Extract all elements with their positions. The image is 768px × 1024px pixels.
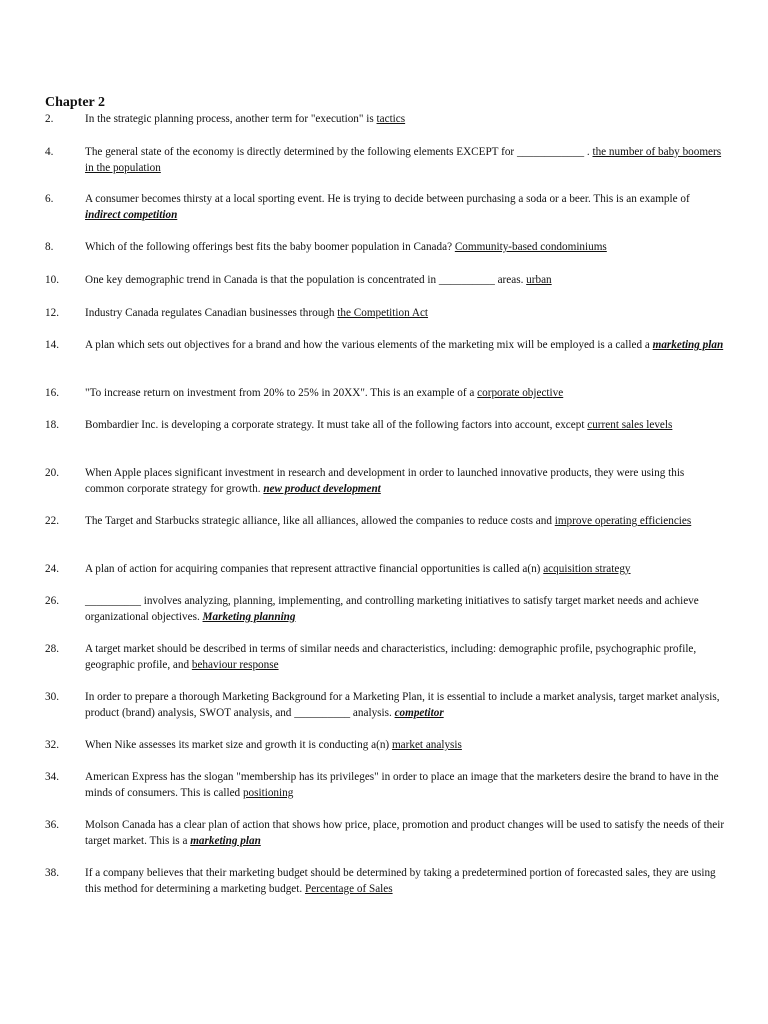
question-body: Bombardier Inc. is developing a corporate strategy. It must take all of the following factors into account, except	[85, 419, 588, 431]
question-body: __________ involves analyzing, planning, implementing, and controlling marketing initiatives to satisfy target market needs and achieve organizational objectives.	[85, 595, 699, 623]
question-text	[85, 240, 725, 256]
question-text	[85, 818, 725, 849]
question-number: 2.	[45, 113, 54, 125]
question-number: 34.	[45, 771, 59, 783]
question-body: If a company believes that their marketing budget should be determined by taking a predetermined portion of forecasted sales, they are using this method for determining a marketing budget.	[85, 867, 716, 895]
question-text	[85, 145, 725, 176]
answer-text: corporate objective	[477, 387, 564, 399]
question-body: The general state of the economy is directly determined by the following elements EXCEPT for ____________ .	[85, 146, 593, 158]
answer-text: competitor	[394, 706, 444, 719]
question-text	[85, 192, 725, 223]
question-number: 10.	[45, 274, 59, 286]
question-text	[85, 338, 725, 354]
question-text	[85, 466, 725, 497]
question-number: 20.	[45, 467, 59, 479]
question-body: Industry Canada regulates Canadian businesses through	[85, 307, 338, 319]
answer-text: indirect competition	[85, 208, 178, 221]
question-number: 30.	[45, 691, 59, 703]
answer-text: the number of baby boomers in the population	[85, 146, 722, 174]
question-number: 36.	[45, 819, 59, 831]
answer-text: the Competition Act	[337, 307, 429, 319]
question-body: American Express has the slogan "membership has its privileges" in order to place an image that the marketers desire the brand to have in the minds of consumers. This is called	[85, 771, 719, 799]
question-text	[85, 514, 725, 530]
question-number: 24.	[45, 563, 59, 575]
question-body: Which of the following offerings best fits the baby boomer population in Canada?	[85, 241, 455, 253]
question-number: 22.	[45, 515, 59, 527]
answer-text: current sales levels	[587, 419, 673, 431]
question-body: "To increase return on investment from 20% to 25% in 20XX". This is an example of a	[85, 387, 478, 399]
question-body: A target market should be described in terms of similar needs and characteristics, including: demographic profile, psychographic profile, geographic profile, and	[85, 643, 697, 671]
question-number: 12.	[45, 307, 59, 319]
question-text	[85, 690, 725, 721]
question-number: 26.	[45, 595, 59, 607]
question-body: The Target and Starbucks strategic alliance, like all alliances, allowed the companies to reduce costs and	[85, 515, 555, 527]
question-text	[85, 386, 725, 402]
question-body: In order to prepare a thorough Marketing Background for a Marketing Plan, it is essential to include a market analysis, target market analysis, product (brand) analysis, SWOT analysis, and __________ analysis.	[85, 691, 720, 719]
question-number: 16.	[45, 387, 59, 399]
question-number: 8.	[45, 241, 54, 253]
answer-text: Marketing planning	[202, 610, 296, 623]
question-text	[85, 738, 725, 754]
question-body: A plan of action for acquiring companies that represent attractive financial opportunities is called a(n)	[85, 563, 544, 575]
answer-text: tactics	[376, 113, 406, 125]
question-number: 14.	[45, 339, 59, 351]
answer-text: improve operating efficiencies	[554, 515, 692, 527]
question-text	[85, 306, 725, 322]
answer-text: Percentage of Sales	[304, 882, 393, 895]
question-number: 6.	[45, 193, 54, 205]
question-text	[85, 642, 725, 673]
question-body: When Nike assesses its market size and growth it is conducting a(n)	[85, 739, 392, 751]
answer-text: acquisition strategy	[543, 563, 631, 575]
question-number: 32.	[45, 739, 59, 751]
question-body: One key demographic trend in Canada is that the population is concentrated in __________ areas.	[85, 274, 527, 286]
question-body: A plan which sets out objectives for a brand and how the various elements of the marketing mix will be employed is a called a	[85, 339, 653, 351]
answer-text: marketing plan	[190, 834, 261, 847]
question-text	[85, 418, 725, 434]
question-number: 38.	[45, 867, 59, 879]
question-text	[85, 770, 725, 801]
question-body: A consumer becomes thirsty at a local sporting event. He is trying to decide between purchasing a soda or a beer. This is an example of	[85, 193, 690, 205]
question-text	[85, 112, 725, 128]
question-number: 4.	[45, 146, 54, 158]
question-text	[85, 866, 725, 897]
answer-text: market analysis	[391, 739, 462, 751]
answer-text: behaviour response	[191, 658, 279, 671]
question-text	[85, 594, 725, 625]
question-body: When Apple places significant investment in research and development in order to launched innovative products, they were using this common corporate strategy for growth.	[85, 467, 685, 495]
chapter-title: Chapter 2	[45, 95, 106, 110]
question-text	[85, 273, 725, 289]
answer-text: marketing plan	[652, 339, 724, 351]
question-text	[85, 562, 725, 578]
question-body: Molson Canada has a clear plan of action that shows how price, place, promotion and product changes will be used to satisfy the needs of their target market. This is a	[85, 819, 725, 847]
question-number: 18.	[45, 419, 59, 431]
question-number: 28.	[45, 643, 59, 655]
answer-text: urban	[526, 274, 552, 286]
answer-text: new product development	[263, 482, 381, 495]
answer-text: positioning	[242, 786, 294, 799]
answer-text: Community-based condominiums	[454, 241, 607, 253]
question-body: In the strategic planning process, another term for "execution" is	[85, 113, 377, 125]
